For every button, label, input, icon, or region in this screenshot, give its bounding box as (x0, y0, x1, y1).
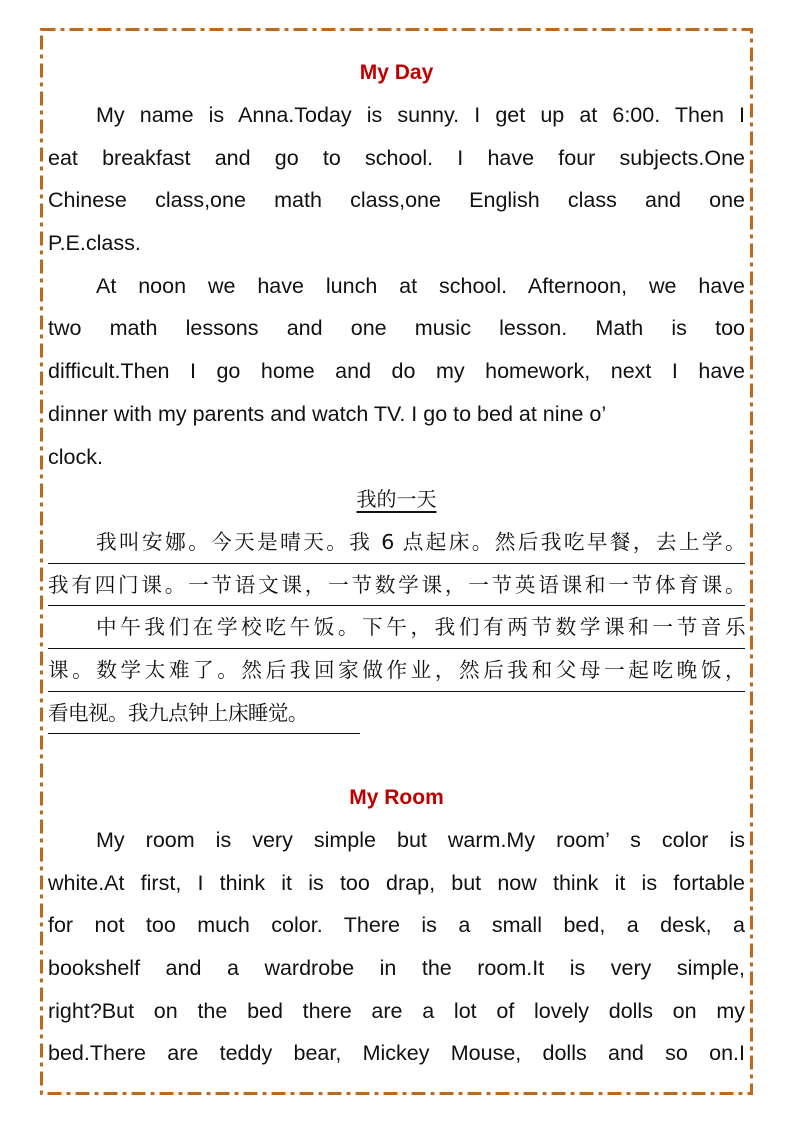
my-room-paragraph-1 (48, 819, 745, 1075)
translation-line: 我有四门课。一节语文课，一节数学课，一节英语课和一节体育课。 (48, 564, 745, 607)
translation-line: 看电视。我九点钟上床睡觉。 (48, 692, 360, 735)
text-line-content: My name is Anna.Today is sunny. I get up at 6:00. Then I (96, 103, 745, 127)
my-day-paragraph-2 (48, 265, 745, 478)
text-line: Chinese class,one math class,one English class and one (48, 188, 745, 213)
translation-line: 中午我们在学校吃午饭。下午，我们有两节数学课和一节音乐 (48, 606, 745, 649)
section-title-my-room: My Room (349, 786, 444, 809)
text-line (48, 94, 745, 137)
section-spacer (48, 734, 745, 777)
text-line: bookshelf and a wardrobe in the room.It is very simple, (48, 956, 745, 981)
translation-title-text: 我的一天 (356, 487, 437, 512)
text-line: bed.There are teddy bear, Mickey Mouse, dolls and so on.I (48, 1041, 745, 1066)
text-line: two math lessons and one music lesson. Math is too (48, 316, 745, 341)
my-day-paragraph-1 (48, 94, 745, 265)
document-body (48, 52, 745, 1075)
text-line: clock. (48, 444, 103, 469)
text-line-content: My room is very simple but warm.My room’ s color is (96, 828, 745, 852)
text-line-content: At noon we have lunch at school. Afternoon, we have (96, 273, 745, 298)
translation-title (48, 478, 745, 521)
text-line (48, 819, 745, 862)
text-line: white.At first, I think it is too drap, but now think it is fortable (48, 870, 745, 895)
translation-line: 课。数学太难了。然后我回家做作业，然后我和父母一起吃晚饭， (48, 649, 745, 692)
text-line: for not too much color. There is a small bed, a desk, a (48, 913, 745, 938)
text-line: P.E.class. (48, 231, 141, 256)
text-line: difficult.Then I go home and do my homework, next I have (48, 359, 745, 384)
text-line: eat breakfast and go to school. I have four subjects.One (48, 145, 745, 170)
text-line: right?But on the bed there are a lot of lovely dolls on my (48, 998, 745, 1023)
text-line: dinner with my parents and watch TV. I go to bed at nine o’ (48, 401, 607, 426)
translation-paragraph-1 (48, 521, 745, 606)
text-line (48, 265, 745, 308)
translation-paragraph-2 (48, 606, 745, 734)
translation-line: 我叫安娜。今天是晴天。我 6 点起床。然后我吃早餐，去上学。 (48, 521, 745, 564)
section-title-my-day: My Day (359, 61, 434, 84)
